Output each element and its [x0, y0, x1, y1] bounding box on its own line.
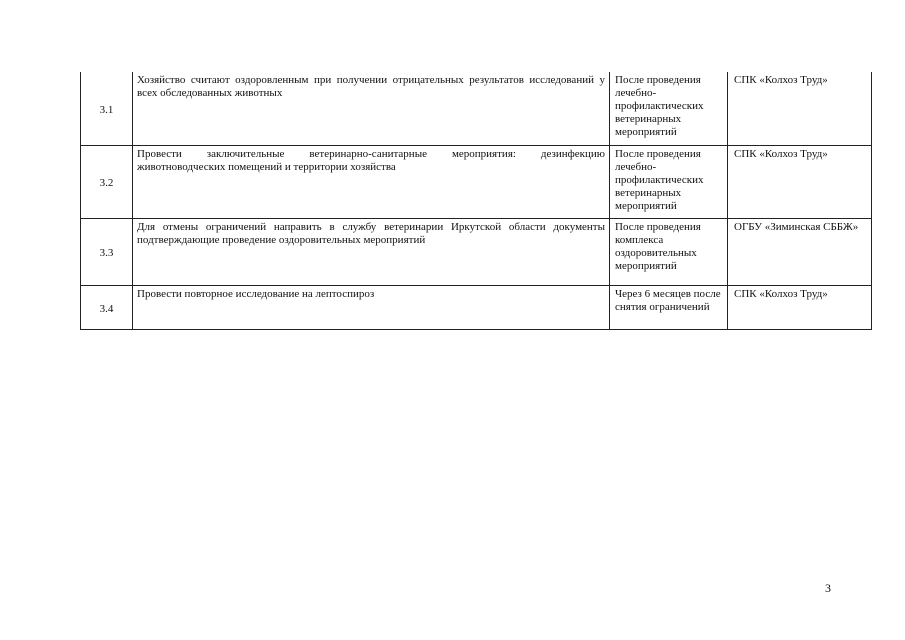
table-row [81, 145, 872, 218]
responsible-party: ОГБУ «Зиминская СББЖ» [728, 218, 872, 285]
row-number: 3.1 [81, 72, 133, 145]
measure-description: Для отмены ограничений направить в службу ветеринарии Иркутской области документы подтверждающие проведение оздоровительных мероприятий [133, 218, 610, 285]
table-row [81, 218, 872, 285]
measure-description: Провести заключительные ветеринарно-санитарные мероприятия: дезинфекцию животноводческих помещений и территории хозяйства [133, 145, 610, 218]
measure-term: После проведения лечебно-профилактических ветеринарных мероприятий [610, 145, 728, 218]
table-row [81, 285, 872, 329]
measure-description: Хозяйство считают оздоровленным при получении отрицательных результатов исследований у всех обследованных животных [133, 72, 610, 145]
row-number: 3.3 [81, 218, 133, 285]
measure-term: После проведения комплекса оздоровительных мероприятий [610, 218, 728, 285]
measure-term: Через 6 месяцев после снятия ограничений [610, 285, 728, 329]
row-number: 3.2 [81, 145, 133, 218]
row-number: 3.4 [81, 285, 133, 329]
responsible-party: СПК «Колхоз Труд» [728, 72, 872, 145]
table-row [81, 72, 872, 145]
responsible-party: СПК «Колхоз Труд» [728, 285, 872, 329]
measure-description: Провести повторное исследование на лептоспироз [133, 285, 610, 329]
responsible-party: СПК «Колхоз Труд» [728, 145, 872, 218]
page-number: 3 [825, 581, 831, 595]
measure-term: После проведения лечебно-профилактических ветеринарных мероприятий [610, 72, 728, 145]
measures-table [80, 72, 872, 330]
